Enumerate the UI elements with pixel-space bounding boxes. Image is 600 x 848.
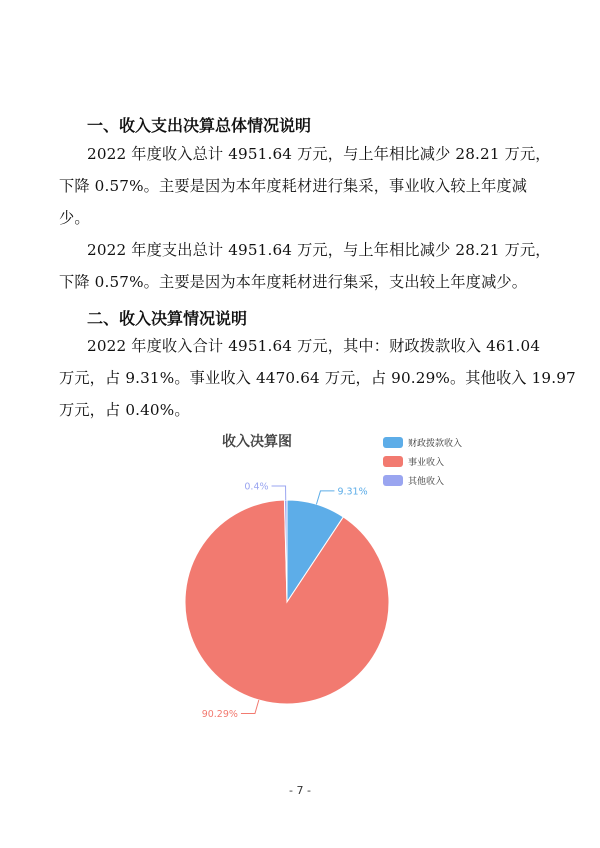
legend-label-1: 财政拨款收入: [408, 439, 463, 449]
chart-legend: [383, 437, 462, 487]
pie-data-label-3: 0.4%: [244, 481, 269, 493]
text-line: 少。: [59, 209, 90, 227]
pie-leader-line-2: [241, 700, 259, 713]
text-line: 2022 年度支出总计 4951.64 万元，与上年相比减少 28.21 万元，: [87, 241, 551, 259]
pie-data-label-2: 90.29%: [201, 708, 238, 720]
text-line: 下降 0.57%。主要是因为本年度耗材进行集采，事业收入较上年度减: [59, 177, 528, 195]
legend-swatch-2: [383, 456, 403, 467]
pie-slices: [185, 500, 389, 704]
pie-leader-line-3: [272, 486, 286, 500]
page-number: - 7 -: [289, 784, 311, 797]
income-pie-chart: [150, 425, 490, 735]
text-line: 万元，占 0.40%。: [59, 401, 190, 419]
legend-swatch-1: [383, 437, 403, 448]
legend-label-2: 事业收入: [408, 458, 445, 468]
chart-title: 收入决算图: [222, 434, 292, 450]
legend-label-3: 其他收入: [408, 477, 445, 487]
legend-swatch-3: [383, 475, 403, 486]
text-line: 2022 年度收入总计 4951.64 万元，与上年相比减少 28.21 万元，: [87, 145, 551, 163]
text-line: 下降 0.57%。主要是因为本年度耗材进行集采，支出较上年度减少。: [59, 273, 528, 291]
section-heading-1: 一、收入支出决算总体情况说明: [87, 116, 312, 135]
paragraph-income-expense-1: [59, 138, 551, 234]
pie-data-label-1: 9.31%: [337, 486, 368, 498]
text-line: 万元，占 9.31%。事业收入 4470.64 万元，占 90.29%。其他收入 19.97: [59, 369, 576, 387]
paragraph-income-expense-2: [59, 234, 551, 298]
paragraph-income-detail: [59, 330, 576, 426]
text-line: 2022 年度收入合计 4951.64 万元，其中：财政拨款收入 461.04: [87, 337, 541, 355]
section-heading-2: 二、收入决算情况说明: [87, 309, 248, 328]
pie-leader-line-1: [316, 491, 334, 504]
